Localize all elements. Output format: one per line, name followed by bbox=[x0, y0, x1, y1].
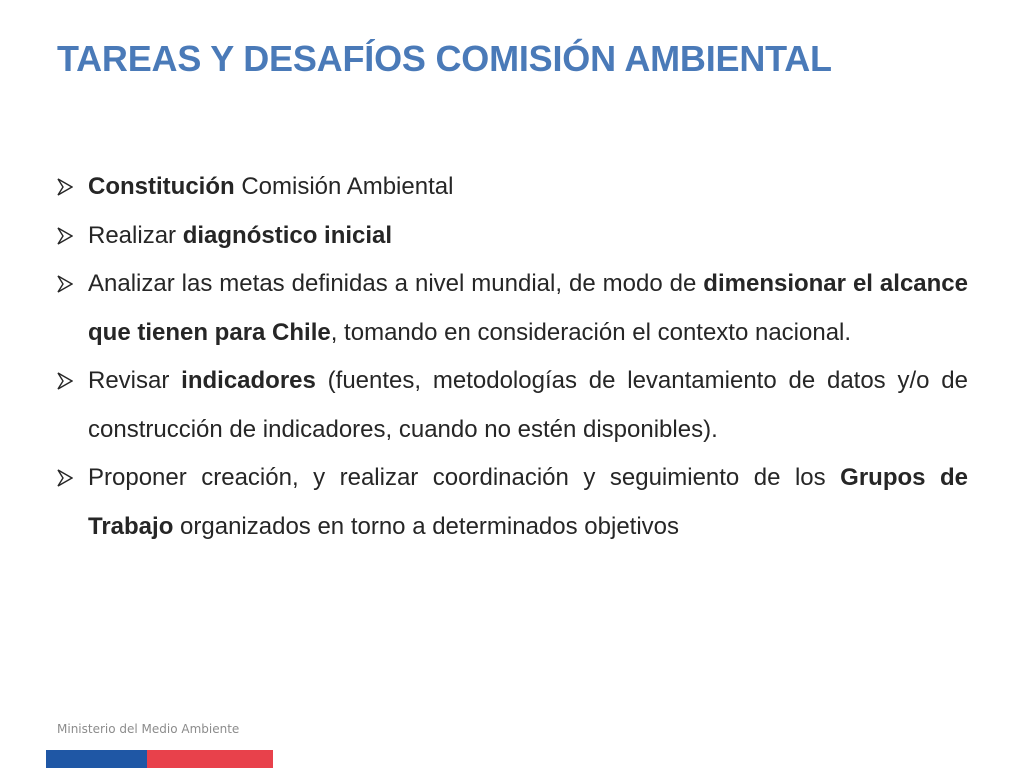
bullet-text bbox=[88, 367, 968, 443]
arrow-bullet-icon bbox=[57, 227, 73, 245]
bullet-text bbox=[88, 270, 968, 346]
arrow-bullet-icon bbox=[57, 372, 73, 390]
bullet-item bbox=[57, 454, 968, 551]
bullet-plain-text: Revisar bbox=[88, 367, 182, 394]
bullet-item bbox=[57, 163, 968, 212]
bullet-bold-text: dimensionar el alcance que tienen para Chile bbox=[88, 270, 969, 346]
slide-title: TAREAS Y DESAFÍOS COMISIÓN AMBIENTAL bbox=[57, 38, 832, 79]
bullet-bold-text: Constitución bbox=[88, 173, 235, 200]
bullet-text bbox=[88, 464, 968, 540]
bullet-plain-text: Realizar bbox=[88, 221, 183, 249]
bullet-list bbox=[57, 163, 968, 551]
footer-bar-red-segment bbox=[147, 750, 273, 768]
footer-ministry-label: Ministerio del Medio Ambiente bbox=[57, 722, 240, 736]
bullet-plain-text: organizados en torno a determinados objetivos bbox=[173, 512, 680, 540]
bullet-bold-text: diagnóstico inicial bbox=[182, 221, 393, 249]
footer-bar-blue-segment bbox=[46, 750, 147, 768]
bullet-plain-text: Proponer creación, y realizar coordinación y seguimiento de los bbox=[88, 464, 841, 491]
arrow-bullet-icon bbox=[57, 469, 73, 487]
bullet-text bbox=[88, 222, 392, 249]
bullet-item bbox=[57, 260, 968, 357]
bullet-text bbox=[88, 173, 453, 200]
bullet-plain-text: Comisión Ambiental bbox=[234, 173, 454, 200]
bullet-item bbox=[57, 212, 968, 261]
footer-flag-bar bbox=[46, 750, 273, 768]
arrow-bullet-icon bbox=[57, 275, 73, 293]
bullet-plain-text: , tomando en consideración el contexto nacional. bbox=[330, 318, 852, 346]
bullet-item bbox=[57, 357, 968, 454]
bullet-plain-text: (fuentes, metodologías de levantamiento de datos y/o de construcción de indicadores, cuando no estén disponibles). bbox=[88, 367, 968, 443]
arrow-bullet-icon bbox=[57, 178, 73, 196]
bullet-bold-text: indicadores bbox=[181, 367, 316, 394]
bullet-plain-text: Analizar las metas definidas a nivel mundial, de modo de bbox=[88, 270, 704, 297]
bullet-bold-text: Grupos de Trabajo bbox=[88, 464, 968, 540]
